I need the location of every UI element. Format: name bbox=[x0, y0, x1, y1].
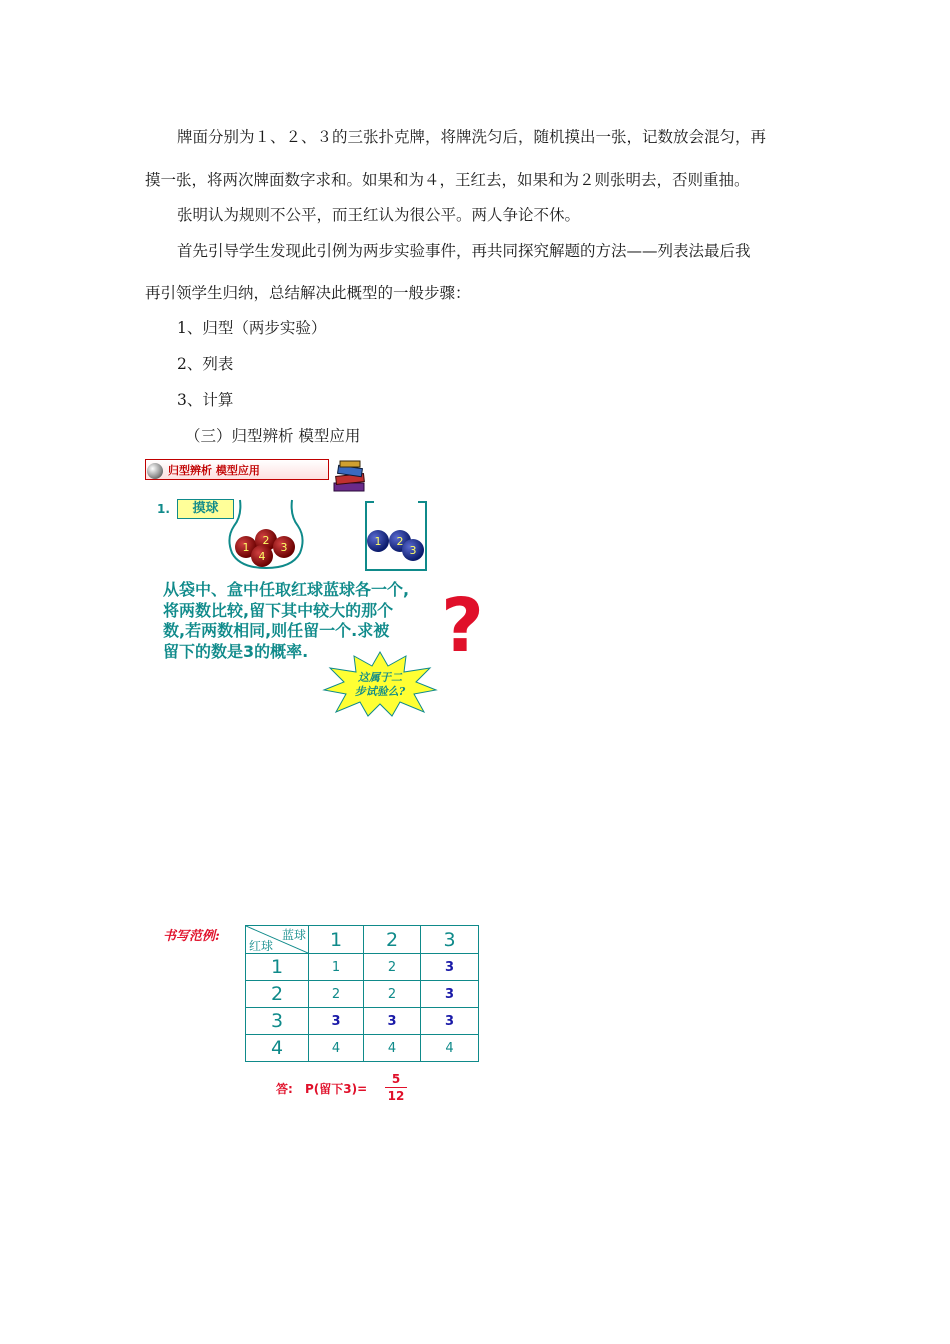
table-cell: 3 bbox=[421, 954, 479, 981]
question-line: 从袋中、盒中任取红球蓝球各一个, bbox=[163, 580, 410, 599]
paragraph-5: 再引领学生归纳，总结解决此概型的一般步骤： bbox=[145, 284, 471, 302]
table-cell: 3 bbox=[421, 981, 479, 1008]
column-header: 3 bbox=[421, 926, 479, 954]
outcome-table bbox=[245, 925, 479, 1062]
table-cell: 4 bbox=[421, 1035, 479, 1062]
table-header-row bbox=[246, 926, 479, 954]
table-cell: 4 bbox=[309, 1035, 364, 1062]
table-row bbox=[246, 981, 479, 1008]
books-icon bbox=[330, 459, 368, 495]
section-heading: （三）归型辨析 模型应用 bbox=[185, 427, 361, 445]
table-cell: 1 bbox=[309, 954, 364, 981]
fraction-bar bbox=[385, 1087, 407, 1088]
answer-line bbox=[276, 1080, 367, 1097]
table-cell: 4 bbox=[364, 1035, 421, 1062]
column-header: 2 bbox=[364, 926, 421, 954]
step-2: 2、列表 bbox=[177, 355, 234, 373]
red-balls bbox=[226, 498, 306, 570]
red-ball-label: 3 bbox=[280, 541, 288, 554]
table-row bbox=[246, 1035, 479, 1062]
example-label: 书写范例: bbox=[163, 929, 220, 944]
table-cell: 3 bbox=[364, 1008, 421, 1035]
box-illustration bbox=[362, 500, 432, 574]
paragraph-4: 首先引导学生发现此引例为两步实验事件，再共同探究解题的方法——列表法最后我 bbox=[177, 242, 751, 260]
answer-prefix: 答: bbox=[276, 1082, 293, 1096]
table-corner-cell bbox=[246, 926, 309, 954]
red-ball-label: 2 bbox=[262, 534, 270, 547]
table-cell: 2 bbox=[364, 954, 421, 981]
table-row bbox=[246, 1008, 479, 1035]
table-cell: 3 bbox=[421, 1008, 479, 1035]
column-header: 1 bbox=[309, 926, 364, 954]
red-ball-label: 1 bbox=[242, 541, 250, 554]
fraction-denominator: 12 bbox=[387, 1089, 405, 1103]
corner-top-label: 蓝球 bbox=[281, 928, 306, 942]
blue-ball-label: 2 bbox=[396, 535, 404, 548]
starburst-line: 这属于二 bbox=[358, 671, 402, 684]
question-line: 留下的数是3的概率. bbox=[163, 641, 309, 661]
paragraph-2: 摸一张，将两次牌面数字求和。如果和为４，王红去，如果和为２则张明去，否则重抽。 bbox=[145, 171, 750, 189]
answer-expression: P(留下3)= bbox=[305, 1082, 368, 1096]
table-cell: 2 bbox=[364, 981, 421, 1008]
slide-banner: 归型辨析 模型应用 bbox=[145, 459, 329, 480]
row-header: 1 bbox=[246, 954, 309, 981]
answer-fraction bbox=[385, 1072, 407, 1103]
table-cell: 2 bbox=[309, 981, 364, 1008]
row-header: 4 bbox=[246, 1035, 309, 1062]
row-header: 2 bbox=[246, 981, 309, 1008]
table-row bbox=[246, 954, 479, 981]
red-ball-label: 4 bbox=[258, 550, 266, 563]
fraction-numerator: 5 bbox=[391, 1072, 401, 1086]
orb-icon bbox=[147, 463, 163, 479]
question-line: 数,若两数相同,则任留一个.求被 bbox=[163, 621, 390, 640]
table-cell: 3 bbox=[309, 1008, 364, 1035]
item-number: 1. bbox=[157, 502, 170, 516]
item-label: 摸球 bbox=[177, 499, 234, 519]
question-line: 将两数比较,留下其中较大的那个 bbox=[163, 600, 394, 620]
starburst-line: 步试验么? bbox=[354, 685, 406, 698]
blue-ball-label: 1 bbox=[374, 535, 382, 548]
step-3: 3、计算 bbox=[177, 391, 234, 409]
blue-ball-label: 3 bbox=[409, 544, 417, 557]
paragraph-3: 张明认为规则不公平，而王红认为很公平。两人争论不休。 bbox=[177, 206, 581, 224]
corner-bottom-label: 红球 bbox=[249, 939, 274, 953]
question-mark-icon: ? bbox=[441, 583, 484, 669]
row-header: 3 bbox=[246, 1008, 309, 1035]
step-1: 1、归型（两步实验） bbox=[177, 319, 327, 337]
starburst-callout bbox=[322, 650, 438, 718]
paragraph-1: 牌面分别为１、２、３的三张扑克牌，将牌洗匀后，随机摸出一张，记数放会混匀，再 bbox=[177, 128, 767, 146]
